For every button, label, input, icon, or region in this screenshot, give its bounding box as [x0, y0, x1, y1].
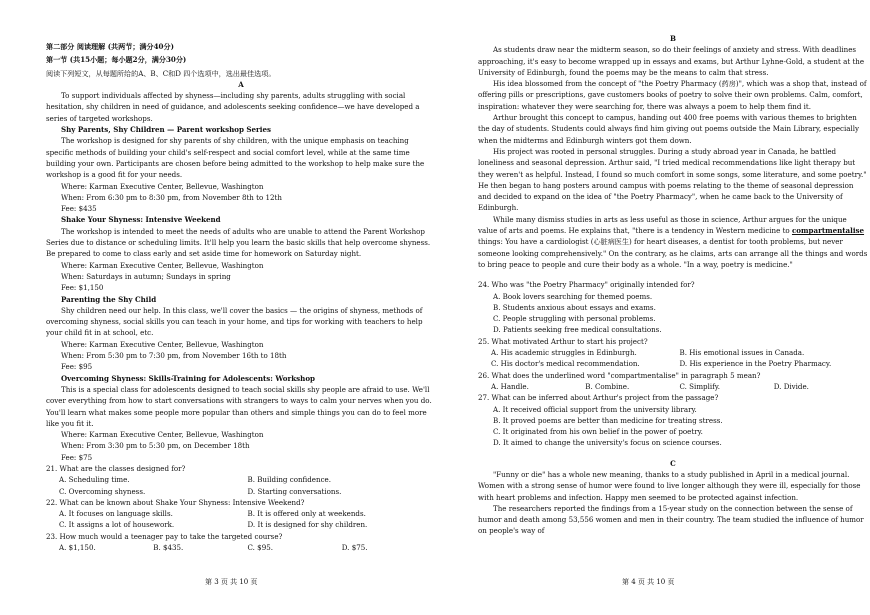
part-title: 第一节 (共15小题；每小题2分，满分30分)	[46, 55, 187, 65]
instruction: 阅读下列短文，从每题所给的A、B、C和D 四个选项中，选出最佳选项。	[46, 68, 276, 78]
passage-c-letter: C	[670, 458, 676, 468]
passage-c-paragraph-2: The researchers reported the findings from a 15-year study on the connection between the sense of humor and death among 53,556 women and men in their country. The team studied the influence of humor on people's way of	[478, 503, 864, 536]
question-24-option-a[interactable]: A. Book lovers searching for themed poems.	[493, 291, 653, 301]
question-22-option-d[interactable]: D. It is designed for shy children.	[247, 520, 368, 530]
left-page-footer: 第 3 页 共 10 页	[205, 578, 258, 586]
question-22-options-row2	[46, 519, 436, 530]
workshop-1-where: Where: Karman Executive Center, Bellevue, Washington	[61, 181, 264, 191]
question-23-options	[46, 542, 436, 553]
question-27-option-b[interactable]: B. It proved poems are better than medicine for treating stress.	[493, 415, 723, 425]
right-column	[478, 33, 868, 537]
underlined-word: compartmentalise	[791, 226, 865, 236]
question-24-stem: 24. Who was "the Poetry Pharmacy" originally intended for?	[478, 280, 695, 290]
workshop-4-title: Overcoming Shyness: Skills-Training for Adolescents: Workshop	[61, 373, 316, 383]
question-24-option-c[interactable]: C. People struggling with personal problems.	[493, 314, 656, 324]
question-23-stem: 23. How much would a teenager pay to take the targeted course?	[46, 531, 283, 541]
question-23-option-a[interactable]: A. $1,150.	[59, 543, 96, 553]
passage-a-letter: A	[238, 79, 244, 89]
question-26-option-c[interactable]: C. Simplify.	[679, 381, 721, 391]
workshop-2-when: When: Saturdays in autumn; Sundays in spring	[61, 271, 231, 281]
right-page-footer: 第 4 页 共 10 页	[622, 578, 675, 586]
paragraph-5-text-before: While many dismiss studies in arts as less useful as those in science, Arthur argues for the unique value of arts and poems. He explains that, "there is a tendency in Western medicine to	[478, 214, 847, 236]
question-22-option-a[interactable]: A. It focuses on language skills.	[59, 509, 173, 519]
passage-b-paragraph-1: As students draw near the midterm season, so do their feelings of anxiety and stress. With deadlines approaching, it's easy to become wrapped up in essays and exams, but Arthur Lyhne-Gold, a student at the University of Edinburgh, found the poems may be the means to calm that stress.	[478, 45, 865, 77]
question-27-option-c[interactable]: C. It originated from his own belief in the power of poetry.	[493, 427, 703, 437]
question-24-option-b[interactable]: B. Students anxious about essays and exams.	[493, 302, 656, 312]
section-title: 第二部分 阅读理解 (共两节；满分40分)	[46, 42, 174, 51]
question-25-option-a[interactable]: A. His academic struggles in Edinburgh.	[491, 348, 637, 358]
workshop-3-title: Parenting the Shy Child	[61, 294, 157, 304]
question-25-option-b[interactable]: B. His emotional issues in Canada.	[679, 348, 805, 358]
question-27-stem: 27. What can be inferred about Arthur's project from the passage?	[478, 393, 719, 403]
passage-c-paragraph-1: "Funny or die" has a whole new meaning, thanks to a study published in April in a medical journal. Women with a strong sense of humor were found to live longer although they were ill, especially for those with heart problems and infection. Happy men seemed to be protected against infection.	[478, 469, 861, 502]
workshop-1-title: Shy Parents, Shy Children — Parent workshop Series	[61, 125, 271, 135]
question-25-option-c[interactable]: C. His doctor's medical recommendation.	[491, 359, 640, 369]
workshop-3-body: Shy children need our help. In this class, we'll cover the basics — the origins of shyness, methods of overcoming shyness, social skills you can teach in your home, and tips for working with teachers to help your child fit in at school, etc.	[46, 305, 423, 338]
question-25-options-row1	[478, 347, 868, 358]
question-26-option-a[interactable]: A. Handle.	[491, 381, 529, 391]
passage-b-letter: B	[670, 34, 676, 43]
question-26-options	[478, 381, 868, 392]
workshop-3-where: Where: Karman Executive Center, Bellevue, Washington	[61, 339, 264, 349]
question-23-option-b[interactable]: B. $435.	[153, 543, 184, 553]
passage-b-paragraph-2: His idea blossomed from the concept of "the Poetry Pharmacy (药房)", which was a shop that, instead of offering pills or prescriptions, gave customers books of poetry to solve their own problems. Calm, comfort, inspiration: whatever they were searching for, there was always a poem to help them find it.	[478, 79, 867, 111]
workshop-3-fee: Fee: $95	[61, 362, 93, 372]
question-22-option-c[interactable]: C. It assigns a lot of housework.	[59, 520, 175, 530]
question-27-option-d[interactable]: D. It aimed to change the university's focus on science courses.	[493, 438, 722, 448]
question-22-options-row1	[46, 508, 436, 519]
question-21-stem: 21. What are the classes designed for?	[46, 463, 186, 473]
question-25-option-d[interactable]: D. His experience in the Poetry Pharmacy.	[679, 359, 832, 369]
question-21-option-d[interactable]: D. Starting conversations.	[247, 486, 342, 496]
question-21-options-row1	[46, 474, 436, 485]
workshop-4-fee: Fee: $75	[61, 452, 93, 462]
question-26-option-d[interactable]: D. Divide.	[773, 381, 809, 391]
left-column	[46, 41, 436, 553]
workshop-2-body: The workshop is intended to meet the needs of adults who are unable to attend the Parent Workshop Series due to distance or scheduling limits. It'll help you learn the basic skills that help overcome shyness. Be prepared to come to class early and set aside time for homework on Saturday night.	[46, 226, 431, 259]
question-23-option-d[interactable]: D. $75.	[341, 543, 368, 553]
question-25-stem: 25. What motivated Arthur to start his project?	[478, 336, 648, 346]
workshop-2-fee: Fee: $1,150	[61, 283, 104, 293]
passage-b-paragraph-4: His project was rooted in personal struggles. During a study abroad year in Canada, he battled loneliness and seasonal depression. Arthur said, "I tried medical recommendations like light therapy but they weren't as helpful. Instead, I found so much comfort in some songs, some literature, and some poetry." He then began to hang posters around campus with poems relating to the theme of seasonal depression and decided to expand on the idea of "the Poetry Pharmacy", when he came back to the University of Edinburgh.	[478, 146, 867, 213]
question-26-option-b[interactable]: B. Combine.	[585, 381, 630, 391]
passage-b-paragraph-5	[478, 214, 868, 270]
passage-b-paragraph-3: Arthur brought this concept to campus, handing out 400 free poems with various themes to brighten the day of students. Students could always find him giving out poems outside the Main Library, especially when the midterms and Edinburgh winters got them down.	[478, 113, 860, 145]
paragraph-5-text-after: things: You have a cardiologist (心脏病医生) for heart diseases, a dentist for tooth problems, but never someone looking comprehensively." On the contrary, as he claims, arts can arrange all the things and words to bring peace to people and cure their body as a whole. "In a way, poetry is medicine."	[478, 237, 868, 269]
question-25-options-row2	[478, 358, 868, 369]
question-22-option-b[interactable]: B. It is offered only at weekends.	[247, 509, 366, 519]
question-21-option-b[interactable]: B. Building confidence.	[247, 475, 331, 485]
question-21-options-row2	[46, 486, 436, 497]
workshop-4-when: When: From 3:30 pm to 5:30 pm, on December 18th	[61, 441, 250, 451]
workshop-2-where: Where: Karman Executive Center, Bellevue, Washington	[61, 260, 264, 270]
question-26-stem: 26. What does the underlined word "compartmentalise" in paragraph 5 mean?	[478, 370, 761, 380]
workshop-1-fee: Fee: $435	[61, 204, 97, 214]
workshop-4-body: This is a special class for adolescents designed to teach social skills shy people are afraid to use. We'll cover everything from how to start conversations with strangers to ways to calm your nerves when you do. You'll learn what makes some people more popular than others and simple things you can do to feel more like you fit it.	[46, 384, 432, 428]
question-21-option-a[interactable]: A. Scheduling time.	[59, 475, 130, 485]
workshop-2-title: Shake Your Shyness: Intensive Weekend	[61, 215, 221, 225]
question-22-stem: 22. What can be known about Shake Your Shyness: Intensive Weekend?	[46, 497, 305, 507]
question-27-option-a[interactable]: A. It received official support from the university library.	[493, 404, 697, 414]
question-21-option-c[interactable]: C. Overcoming shyness.	[59, 486, 146, 496]
workshop-1-when: When: From 6:30 pm to 8:30 pm, from November 8th to 12th	[61, 192, 282, 202]
workshop-4-where: Where: Karman Executive Center, Bellevue, Washington	[61, 430, 264, 440]
question-24-option-d[interactable]: D. Patients seeking free medical consultations.	[493, 325, 662, 335]
workshop-1-body: The workshop is designed for shy parents of shy children, with the unique emphasis on teaching specific methods of building your child's self-respect and social comfort level, while at the same time building your own. Participants are chosen before being admitted to the workshop to help make sure the workshop is a good fit for your needs.	[46, 136, 425, 180]
workshop-3-when: When: From 5:30 pm to 7:30 pm, from November 16th to 18th	[61, 351, 287, 361]
question-23-option-c[interactable]: C. $95.	[247, 543, 273, 553]
passage-a-intro: To support individuals affected by shyness—including shy parents, adults struggling with social hesitation, shy children in need of guidance, and adolescents seeking confidence—we have developed a series of targeted workshops.	[46, 91, 420, 123]
